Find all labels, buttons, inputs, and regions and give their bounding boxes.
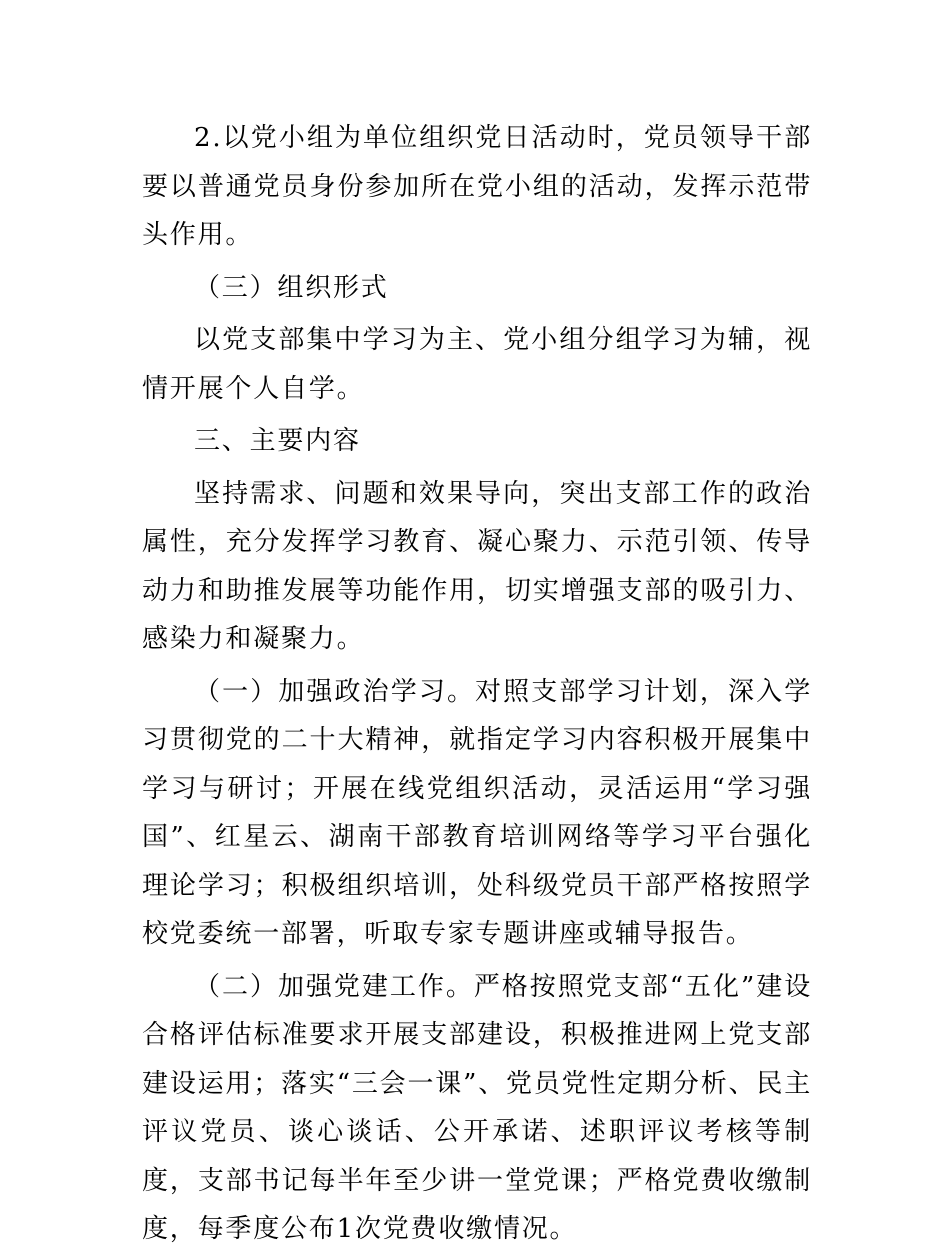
heading-main-content: 三、主要内容 (194, 426, 361, 456)
document-body (142, 114, 812, 1258)
heading-organization-form: （三）组织形式 (194, 272, 389, 303)
paragraph-study-format: 以党支部集中学习为主、党小组分组学习为辅，视情开展个人自学。 (142, 325, 812, 404)
paragraph-party-building: （二）加强党建工作。严格按照党支部“五化”建设合格评估标准要求开展支部建设，积极推进网上党支部建设运用；落实“三会一课”、党员党性定期分析、民主评议党员、谈心谈话、公开承诺、述职评议考核等制度，支部书记每半年至少讲一堂党课；严格党费收缴制度，每季度公布1次党费收缴情况。 (142, 971, 812, 1244)
paragraph-main-content-intro: 坚持需求、问题和效果导向，突出支部工作的政治属性，充分发挥学习教育、凝心聚力、示范引领、传导动力和助推发展等功能作用，切实增强支部的吸引力、感染力和凝聚力。 (142, 478, 812, 654)
paragraph-political-study: （一）加强政治学习。对照支部学习计划，深入学习贯彻党的二十大精神，就指定学习内容积极开展集中学习与研讨；开展在线党组织活动，灵活运用“学习强国”、红星云、湖南干部教育培训网络等学习平台强化理论学习；积极组织培训，处科级党员干部严格按照学校党委统一部署，听取专家专题讲座或辅导报告。 (142, 676, 812, 949)
paragraph-party-group-activity: 2.以党小组为单位组织党日活动时，党员领导干部要以普通党员身份参加所在党小组的活动，发挥示范带头作用。 (142, 123, 812, 250)
